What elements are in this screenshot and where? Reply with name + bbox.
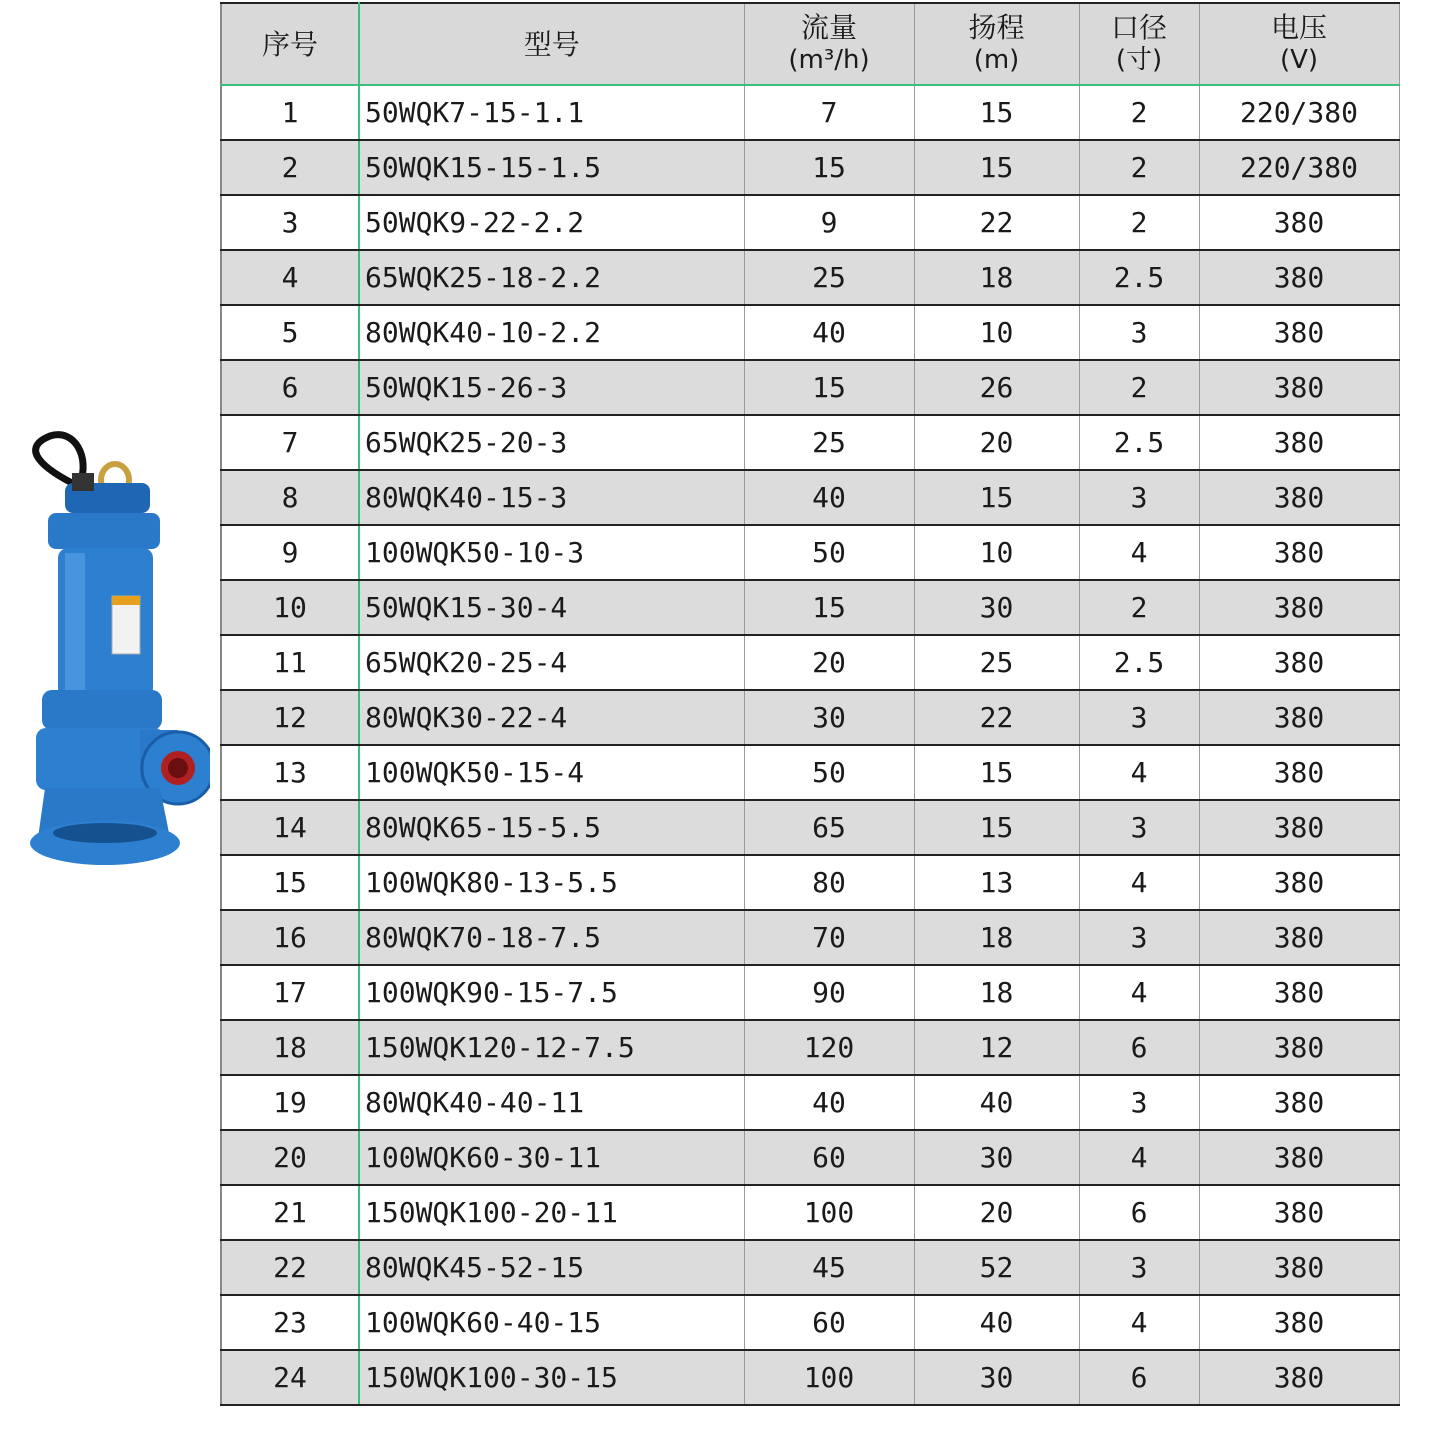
cell-flow: 60 bbox=[744, 1295, 914, 1350]
cell-head: 22 bbox=[914, 690, 1079, 745]
table-row bbox=[221, 1295, 1399, 1350]
cell-head: 22 bbox=[914, 195, 1079, 250]
cell-caliber: 2 bbox=[1079, 140, 1199, 195]
cell-voltage: 380 bbox=[1199, 525, 1399, 580]
column-header-label: 扬程 bbox=[968, 11, 1025, 44]
cell-caliber: 4 bbox=[1079, 1130, 1199, 1185]
cell-voltage: 380 bbox=[1199, 965, 1399, 1020]
cell-voltage: 380 bbox=[1199, 910, 1399, 965]
cell-flow: 90 bbox=[744, 965, 914, 1020]
cell-flow: 40 bbox=[744, 305, 914, 360]
cell-voltage: 380 bbox=[1199, 1350, 1399, 1405]
table-row bbox=[221, 85, 1399, 140]
cell-voltage: 380 bbox=[1199, 1295, 1399, 1350]
column-header-unit: (m) bbox=[973, 45, 1020, 75]
cell-caliber: 4 bbox=[1079, 965, 1199, 1020]
pump-spec-table bbox=[220, 2, 1400, 1406]
cell-caliber: 3 bbox=[1079, 1240, 1199, 1295]
cell-caliber: 2 bbox=[1079, 580, 1199, 635]
cell-caliber: 4 bbox=[1079, 745, 1199, 800]
cell-seq: 11 bbox=[221, 635, 359, 690]
cell-model: 50WQK15-26-3 bbox=[359, 360, 744, 415]
cell-voltage: 220/380 bbox=[1199, 85, 1399, 140]
cell-flow: 30 bbox=[744, 690, 914, 745]
cell-seq: 22 bbox=[221, 1240, 359, 1295]
table-row bbox=[221, 1130, 1399, 1185]
cell-model: 65WQK20-25-4 bbox=[359, 635, 744, 690]
cell-caliber: 4 bbox=[1079, 855, 1199, 910]
cell-seq: 2 bbox=[221, 140, 359, 195]
cell-voltage: 380 bbox=[1199, 635, 1399, 690]
cell-voltage: 380 bbox=[1199, 470, 1399, 525]
cell-voltage: 380 bbox=[1199, 415, 1399, 470]
cell-seq: 6 bbox=[221, 360, 359, 415]
cell-seq: 10 bbox=[221, 580, 359, 635]
table-row bbox=[221, 1240, 1399, 1295]
cell-head: 20 bbox=[914, 1185, 1079, 1240]
cell-flow: 65 bbox=[744, 800, 914, 855]
cell-model: 65WQK25-18-2.2 bbox=[359, 250, 744, 305]
cell-model: 150WQK100-30-15 bbox=[359, 1350, 744, 1405]
cell-caliber: 3 bbox=[1079, 1075, 1199, 1130]
cell-caliber: 3 bbox=[1079, 305, 1199, 360]
cell-voltage: 380 bbox=[1199, 195, 1399, 250]
cell-seq: 8 bbox=[221, 470, 359, 525]
column-header-flow bbox=[744, 3, 914, 85]
table-row bbox=[221, 1020, 1399, 1075]
cell-model: 50WQK15-15-1.5 bbox=[359, 140, 744, 195]
cell-voltage: 380 bbox=[1199, 1185, 1399, 1240]
cell-seq: 17 bbox=[221, 965, 359, 1020]
cell-model: 80WQK40-10-2.2 bbox=[359, 305, 744, 360]
cell-head: 18 bbox=[914, 965, 1079, 1020]
cell-caliber: 3 bbox=[1079, 690, 1199, 745]
cell-caliber: 2 bbox=[1079, 195, 1199, 250]
cell-flow: 25 bbox=[744, 415, 914, 470]
column-header-head bbox=[914, 3, 1079, 85]
cell-flow: 15 bbox=[744, 360, 914, 415]
cell-model: 100WQK80-13-5.5 bbox=[359, 855, 744, 910]
cell-caliber: 2 bbox=[1079, 360, 1199, 415]
cell-model: 100WQK50-10-3 bbox=[359, 525, 744, 580]
table-body bbox=[221, 85, 1399, 1405]
table-row bbox=[221, 1185, 1399, 1240]
cell-seq: 9 bbox=[221, 525, 359, 580]
cell-head: 40 bbox=[914, 1075, 1079, 1130]
cell-voltage: 380 bbox=[1199, 1020, 1399, 1075]
cell-model: 100WQK50-15-4 bbox=[359, 745, 744, 800]
cell-head: 18 bbox=[914, 250, 1079, 305]
column-header-unit: (m³/h) bbox=[788, 45, 870, 75]
cell-model: 80WQK30-22-4 bbox=[359, 690, 744, 745]
cell-caliber: 2.5 bbox=[1079, 250, 1199, 305]
cell-seq: 13 bbox=[221, 745, 359, 800]
column-header-model bbox=[359, 3, 744, 85]
cell-voltage: 380 bbox=[1199, 745, 1399, 800]
table-row bbox=[221, 1075, 1399, 1130]
cell-model: 50WQK7-15-1.1 bbox=[359, 85, 744, 140]
cell-flow: 40 bbox=[744, 1075, 914, 1130]
cell-voltage: 380 bbox=[1199, 305, 1399, 360]
cell-model: 150WQK120-12-7.5 bbox=[359, 1020, 744, 1075]
cell-flow: 70 bbox=[744, 910, 914, 965]
cell-voltage: 380 bbox=[1199, 1130, 1399, 1185]
table-row bbox=[221, 415, 1399, 470]
cell-flow: 100 bbox=[744, 1350, 914, 1405]
cell-flow: 80 bbox=[744, 855, 914, 910]
cell-caliber: 4 bbox=[1079, 1295, 1199, 1350]
column-header-label: 口径 bbox=[1110, 11, 1167, 44]
cell-model: 100WQK60-40-15 bbox=[359, 1295, 744, 1350]
cell-voltage: 380 bbox=[1199, 1075, 1399, 1130]
table-row bbox=[221, 580, 1399, 635]
cell-flow: 9 bbox=[744, 195, 914, 250]
cell-model: 80WQK40-40-11 bbox=[359, 1075, 744, 1130]
cell-model: 150WQK100-20-11 bbox=[359, 1185, 744, 1240]
cell-head: 15 bbox=[914, 85, 1079, 140]
table-row bbox=[221, 745, 1399, 800]
cell-model: 50WQK9-22-2.2 bbox=[359, 195, 744, 250]
cell-flow: 100 bbox=[744, 1185, 914, 1240]
column-header-voltage bbox=[1199, 3, 1399, 85]
cell-voltage: 220/380 bbox=[1199, 140, 1399, 195]
table-row bbox=[221, 525, 1399, 580]
cell-head: 10 bbox=[914, 305, 1079, 360]
cell-flow: 50 bbox=[744, 525, 914, 580]
table-row bbox=[221, 195, 1399, 250]
table-row bbox=[221, 690, 1399, 745]
cell-model: 80WQK45-52-15 bbox=[359, 1240, 744, 1295]
cell-head: 15 bbox=[914, 470, 1079, 525]
table-row bbox=[221, 910, 1399, 965]
cell-model: 65WQK25-20-3 bbox=[359, 415, 744, 470]
column-header-caliber bbox=[1079, 3, 1199, 85]
cell-caliber: 4 bbox=[1079, 525, 1199, 580]
cell-seq: 15 bbox=[221, 855, 359, 910]
cell-model: 100WQK90-15-7.5 bbox=[359, 965, 744, 1020]
column-header-label: 型号 bbox=[523, 27, 580, 61]
cell-flow: 50 bbox=[744, 745, 914, 800]
cell-flow: 15 bbox=[744, 140, 914, 195]
column-header-label: 电压 bbox=[1270, 11, 1327, 44]
cell-caliber: 3 bbox=[1079, 910, 1199, 965]
cell-caliber: 2 bbox=[1079, 85, 1199, 140]
table-header-row bbox=[221, 3, 1399, 85]
cell-seq: 1 bbox=[221, 85, 359, 140]
cell-head: 30 bbox=[914, 1350, 1079, 1405]
cell-seq: 18 bbox=[221, 1020, 359, 1075]
cell-head: 30 bbox=[914, 1130, 1079, 1185]
cell-caliber: 3 bbox=[1079, 470, 1199, 525]
cell-flow: 60 bbox=[744, 1130, 914, 1185]
column-header-label: 序号 bbox=[261, 27, 318, 61]
cell-voltage: 380 bbox=[1199, 690, 1399, 745]
cell-flow: 15 bbox=[744, 580, 914, 635]
table-row bbox=[221, 1350, 1399, 1405]
cell-model: 80WQK40-15-3 bbox=[359, 470, 744, 525]
column-header-unit: (寸) bbox=[1115, 45, 1163, 75]
cell-head: 10 bbox=[914, 525, 1079, 580]
cell-flow: 7 bbox=[744, 85, 914, 140]
cell-head: 26 bbox=[914, 360, 1079, 415]
cell-seq: 3 bbox=[221, 195, 359, 250]
cell-model: 100WQK60-30-11 bbox=[359, 1130, 744, 1185]
cell-seq: 14 bbox=[221, 800, 359, 855]
cell-flow: 45 bbox=[744, 1240, 914, 1295]
cell-seq: 23 bbox=[221, 1295, 359, 1350]
cell-head: 15 bbox=[914, 800, 1079, 855]
table-row bbox=[221, 800, 1399, 855]
cell-head: 40 bbox=[914, 1295, 1079, 1350]
cell-head: 30 bbox=[914, 580, 1079, 635]
cell-voltage: 380 bbox=[1199, 360, 1399, 415]
cell-flow: 40 bbox=[744, 470, 914, 525]
cell-seq: 5 bbox=[221, 305, 359, 360]
cell-seq: 16 bbox=[221, 910, 359, 965]
cell-caliber: 6 bbox=[1079, 1020, 1199, 1075]
cell-caliber: 6 bbox=[1079, 1185, 1199, 1240]
cell-seq: 7 bbox=[221, 415, 359, 470]
table-row bbox=[221, 305, 1399, 360]
cell-model: 50WQK15-30-4 bbox=[359, 580, 744, 635]
cell-head: 52 bbox=[914, 1240, 1079, 1295]
table-row bbox=[221, 360, 1399, 415]
cell-model: 80WQK70-18-7.5 bbox=[359, 910, 744, 965]
table-row bbox=[221, 635, 1399, 690]
table-row bbox=[221, 470, 1399, 525]
table-row bbox=[221, 855, 1399, 910]
cell-head: 20 bbox=[914, 415, 1079, 470]
cell-head: 18 bbox=[914, 910, 1079, 965]
table-row bbox=[221, 250, 1399, 305]
cell-voltage: 380 bbox=[1199, 800, 1399, 855]
cell-seq: 19 bbox=[221, 1075, 359, 1130]
cell-head: 13 bbox=[914, 855, 1079, 910]
cell-voltage: 380 bbox=[1199, 855, 1399, 910]
cell-seq: 21 bbox=[221, 1185, 359, 1240]
cell-seq: 4 bbox=[221, 250, 359, 305]
table-row bbox=[221, 965, 1399, 1020]
cell-head: 25 bbox=[914, 635, 1079, 690]
cell-caliber: 2.5 bbox=[1079, 635, 1199, 690]
cell-head: 15 bbox=[914, 745, 1079, 800]
cell-flow: 20 bbox=[744, 635, 914, 690]
cell-caliber: 6 bbox=[1079, 1350, 1199, 1405]
cell-seq: 12 bbox=[221, 690, 359, 745]
column-header-seq bbox=[221, 3, 359, 85]
table-row bbox=[221, 140, 1399, 195]
cell-model: 80WQK65-15-5.5 bbox=[359, 800, 744, 855]
cell-head: 15 bbox=[914, 140, 1079, 195]
pump-product-image bbox=[20, 428, 210, 873]
column-header-unit: (V) bbox=[1279, 45, 1319, 75]
cell-flow: 25 bbox=[744, 250, 914, 305]
cell-flow: 120 bbox=[744, 1020, 914, 1075]
cell-voltage: 380 bbox=[1199, 250, 1399, 305]
column-header-label: 流量 bbox=[800, 11, 857, 44]
cell-seq: 24 bbox=[221, 1350, 359, 1405]
cell-head: 12 bbox=[914, 1020, 1079, 1075]
cell-voltage: 380 bbox=[1199, 1240, 1399, 1295]
cell-caliber: 3 bbox=[1079, 800, 1199, 855]
cell-seq: 20 bbox=[221, 1130, 359, 1185]
cell-caliber: 2.5 bbox=[1079, 415, 1199, 470]
cell-voltage: 380 bbox=[1199, 580, 1399, 635]
